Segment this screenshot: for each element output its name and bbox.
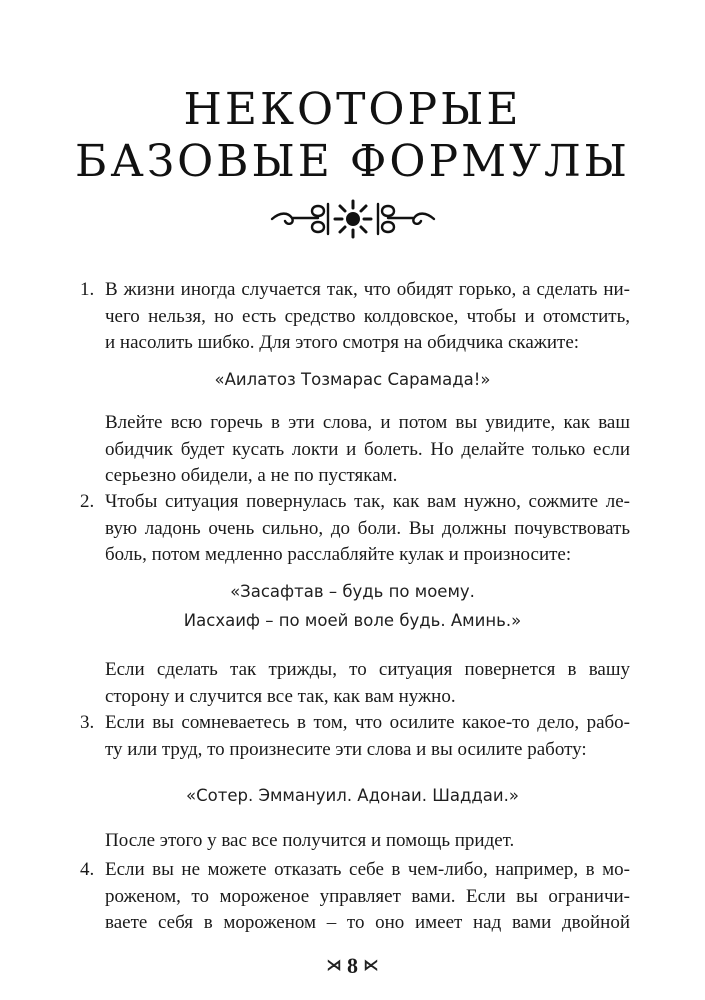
right-ornament-icon: ⋉: [363, 958, 379, 974]
list-item-line: Если вы не можете отказать себе в чем-либо, например, в мо-: [105, 859, 630, 880]
item-2-continuation: [105, 657, 630, 711]
list-item-line: ваете себя в мороженом – то оно имеет над вами двойной: [105, 912, 630, 933]
list-item-line: ту или труд, то произнесите эти слова и вы осилите работу:: [105, 738, 587, 760]
list-item-line: и насолить шибко. Для этого смотря на обидчика скажите:: [105, 332, 580, 353]
list-item-line: боль, потом медленно расслабляйте кулак и произносите:: [105, 544, 572, 565]
paragraph-line: После этого у вас все получится и помощь придет.: [105, 830, 515, 851]
paragraph-line: обидчик будет кусать локти и болеть. Но делайте только если: [105, 438, 630, 460]
list-item-4: [80, 857, 630, 937]
paragraph-line: Если сделать так трижды, то ситуация повернется в вашу: [105, 659, 630, 680]
list-item-line: вую ладонь очень сильно, до боли. Вы должны почувствовать: [105, 517, 630, 539]
left-ornament-icon: ⋊: [326, 958, 342, 974]
paragraph-line: Влейте всю горечь в эти слова, и потом вы увидите, как ваш: [105, 412, 630, 433]
item-1-continuation: [105, 410, 630, 490]
formula-line: Иасхаиф – по моей воле будь. Аминь.»: [183, 611, 522, 630]
list-item-line: роженом, то мороженое управляет вами. Если вы ограничи-: [105, 885, 630, 907]
list-item-2: [80, 489, 630, 569]
list-item-line: Чтобы ситуация повернулась так, как вам нужно, сожмите ле-: [105, 491, 630, 512]
list-item-1: [80, 277, 630, 357]
list-item-number: 4.: [80, 859, 95, 880]
list-item-number: 1.: [80, 279, 95, 300]
paragraph-line: сторону и случится все так, как вам нужно.: [105, 685, 456, 707]
list-item-line: чего нельзя, но есть средство колдовское, чтобы и отомстить,: [105, 305, 630, 327]
paragraph-line: серьезно обидели, а не по пустякам.: [105, 465, 398, 486]
formula-line: «Аилатоз Тозмарас Сарамада!»: [214, 370, 491, 389]
page-footer: [0, 953, 705, 977]
list-item-3: [80, 710, 630, 764]
page-title-line-1: НЕКОТОРЫЕ: [183, 84, 522, 135]
list-item-line: Если вы сомневаетесь в том, что осилите какое-то дело, рабо-: [105, 712, 630, 733]
list-item-number: 3.: [80, 712, 95, 733]
list-item-number: 2.: [80, 491, 95, 512]
item-3-continuation: [105, 828, 630, 855]
page-number: 8: [347, 953, 358, 978]
formula-line: «Засафтав – будь по моему.: [230, 582, 475, 601]
list-item-line: В жизни иногда случается так, что обидят горько, а сделать ни-: [105, 279, 630, 300]
divider-ornament-icon: [270, 196, 436, 242]
formula-line: «Сотер. Эммануил. Адонаи. Шаддаи.»: [186, 786, 519, 805]
page-title-line-2: БАЗОВЫЕ ФОРМУЛЫ: [75, 136, 630, 187]
